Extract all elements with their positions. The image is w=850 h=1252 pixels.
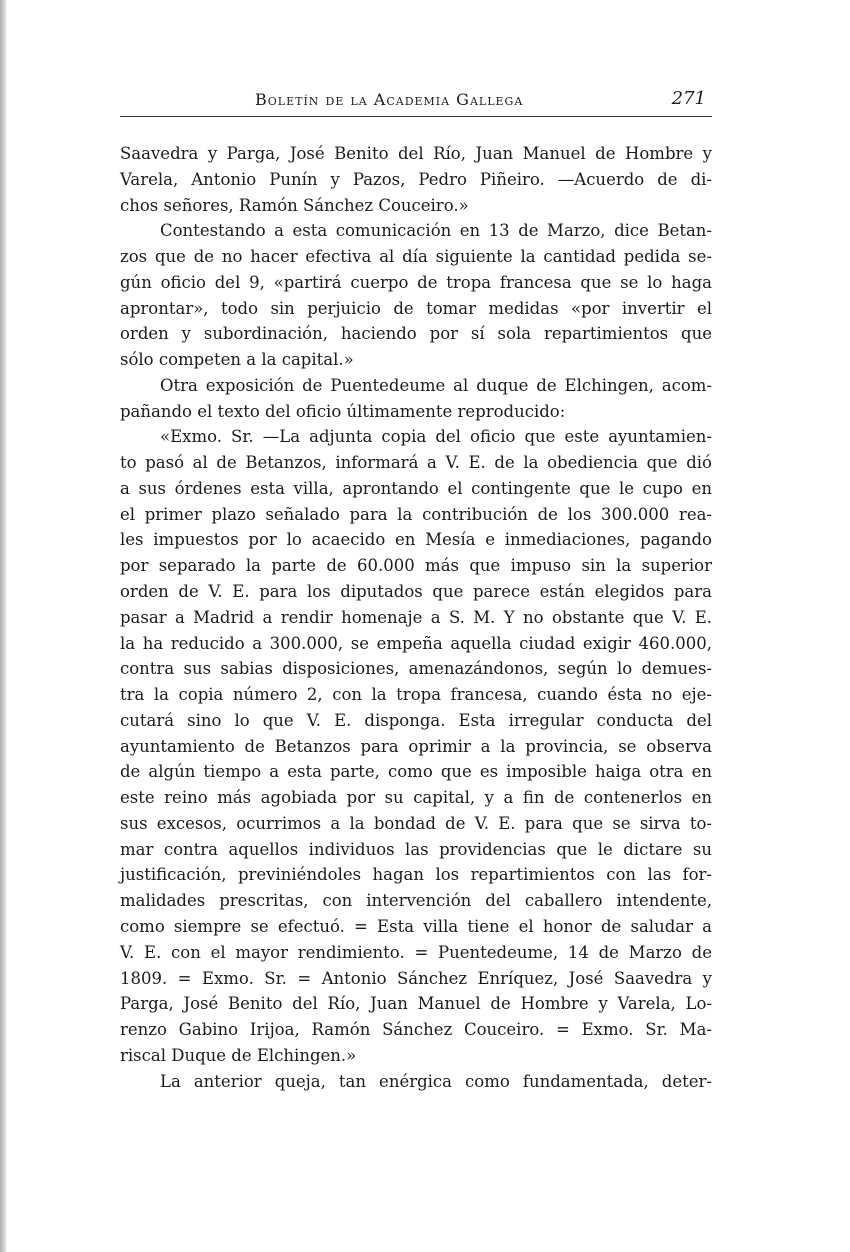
text-line: como siempre se efectuó. = Esta villa tiene el honor de saludar a (120, 916, 712, 936)
running-header (120, 86, 712, 117)
text-line: Contestando a esta comunicación en 13 de Marzo, dice Betan- (160, 221, 712, 241)
page-number: 271 (671, 88, 706, 109)
text-line: to pasó al de Betanzos, informará a V. E. de la obediencia que dió (120, 453, 712, 473)
text-line: orden de V. E. para los diputados que parece están elegidos para (120, 582, 712, 602)
text-line: Parga, José Benito del Río, Juan Manuel de Hombre y Varela, Lo- (120, 994, 712, 1014)
text-line: zos que de no hacer efectiva al día siguiente la cantidad pedida se- (120, 247, 712, 267)
text-line: contra sus sabias disposiciones, amenazándonos, según lo demues- (120, 659, 712, 679)
page-edge-shadow (0, 0, 6, 1252)
text-line: «Exmo. Sr. —La adjunta copia del oficio que este ayuntamien- (160, 427, 712, 447)
text-line: aprontar», todo sin perjuicio de tomar medidas «por invertir el (120, 298, 712, 318)
journal-title: Boletín de la Academia Gallega (255, 90, 524, 109)
text-line: pañando el texto del oficio últimamente reproducido: (120, 401, 566, 421)
text-line: malidades prescritas, con intervención del caballero intendente, (120, 891, 712, 911)
text-line: ayuntamiento de Betanzos para oprimir a la provincia, se observa (120, 736, 712, 756)
text-line: Otra exposición de Puentedeume al duque de Elchingen, acom- (160, 375, 712, 395)
text-line: Varela, Antonio Punín y Pazos, Pedro Piñeiro. —Acuerdo de di- (120, 169, 712, 189)
text-line: mar contra aquellos individuos las providencias que le dictare su (120, 839, 712, 859)
text-line: tra la copia número 2, con la tropa francesa, cuando ésta no eje- (120, 685, 712, 705)
text-line: chos señores, Ramón Sánchez Couceiro.» (120, 195, 469, 215)
text-line: Saavedra y Parga, José Benito del Río, Juan Manuel de Hombre y (120, 144, 712, 163)
text-line: por separado la parte de 60.000 más que impuso sin la superior (120, 556, 712, 576)
text-line: cutará sino lo que V. E. disponga. Esta irregular conducta del (120, 710, 712, 730)
text-line: 1809. = Exmo. Sr. = Antonio Sánchez Enríquez, José Saavedra y (120, 968, 712, 988)
text-line: La anterior queja, tan enérgica como fundamentada, deter- (160, 1071, 712, 1091)
text-line: gún oficio del 9, «partirá cuerpo de tropa francesa que se lo haga (120, 272, 712, 292)
text-line: renzo Gabino Irijoa, Ramón Sánchez Couceiro. = Exmo. Sr. Ma- (120, 1020, 712, 1040)
text-line: sólo competen a la capital.» (120, 350, 354, 370)
text-line: les impuestos por lo acaecido en Mesía e inmediaciones, pagando (120, 530, 712, 550)
text-line: riscal Duque de Elchingen.» (120, 1045, 357, 1065)
text-line: sus excesos, ocurrimos a la bondad de V. E. para que se sirva to- (120, 813, 712, 833)
text-line: de algún tiempo a esta parte, como que es imposible haiga otra en (120, 762, 712, 782)
text-line: V. E. con el mayor rendimiento. = Puentedeume, 14 de Marzo de (120, 942, 712, 962)
text-line: el primer plazo señalado para la contribución de los 300.000 rea- (120, 504, 712, 524)
text-line: orden y subordinación, haciendo por sí sola repartimientos que (120, 324, 712, 344)
text-line: justificación, previniéndoles hagan los repartimientos con las for- (120, 865, 712, 885)
body-text (120, 141, 712, 1094)
text-line: la ha reducido a 300.000, se empeña aquella ciudad exigir 460.000, (120, 633, 712, 653)
text-line: a sus órdenes esta villa, aprontando el contingente que le cupo en (120, 478, 712, 498)
text-line: pasar a Madrid a rendir homenaje a S. M. Y no obstante que V. E. (120, 607, 712, 627)
text-line: este reino más agobiada por su capital, y a fin de contenerlos en (120, 788, 712, 808)
